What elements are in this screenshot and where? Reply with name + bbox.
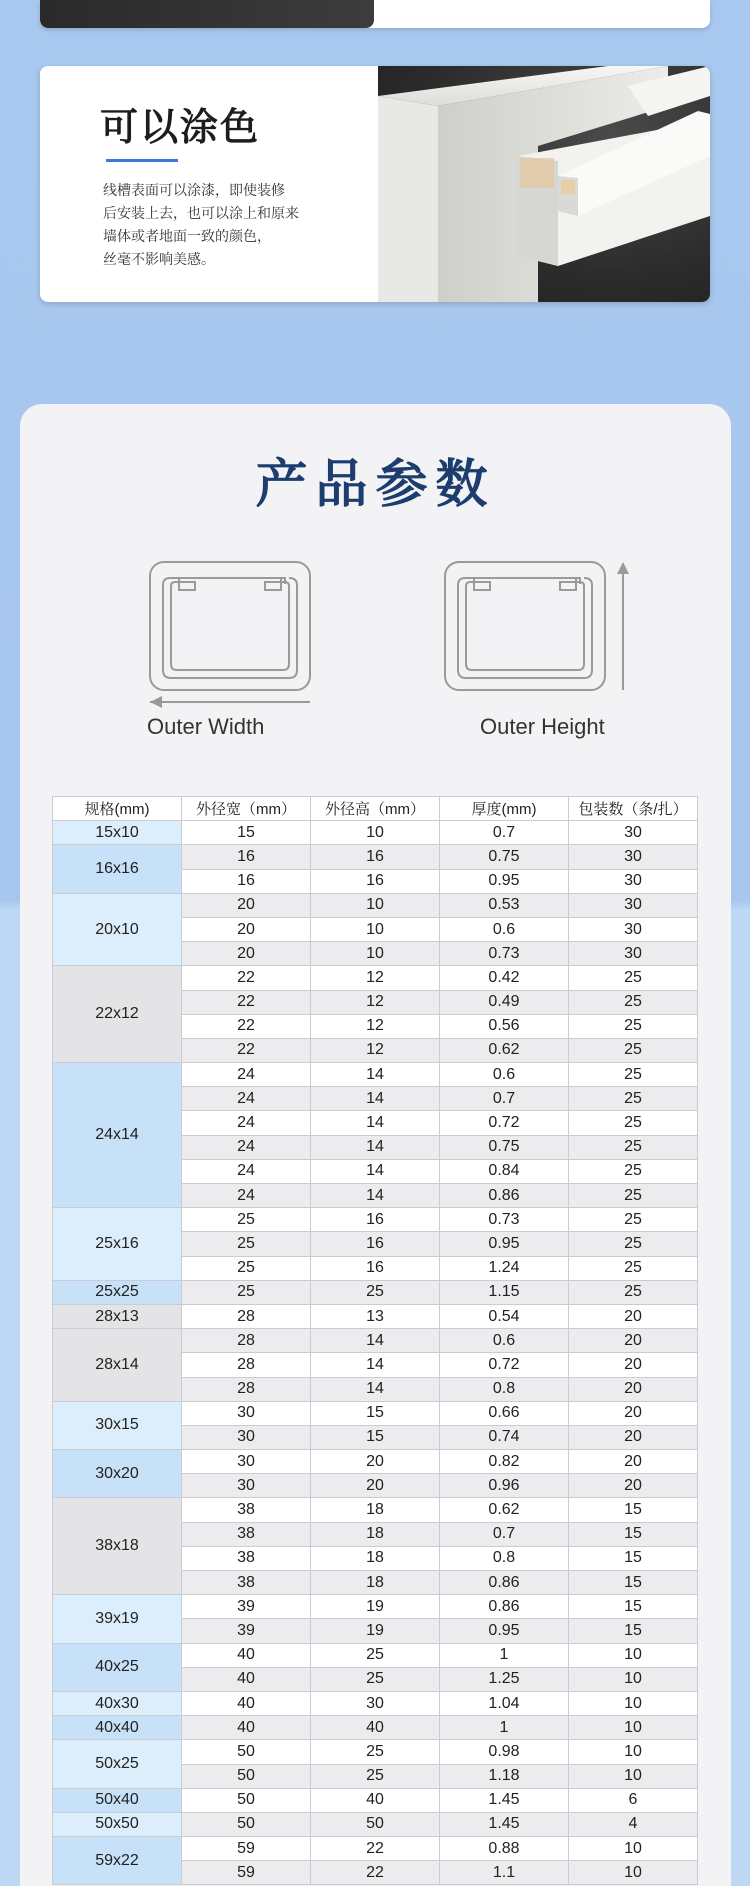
thickness-cell: 0.72	[440, 1111, 569, 1135]
package-count-cell: 6	[569, 1788, 698, 1812]
outer-width-cell: 38	[182, 1498, 311, 1522]
thickness-cell: 0.7	[440, 1087, 569, 1111]
table-row	[53, 821, 698, 845]
outer-width-cell: 24	[182, 1135, 311, 1159]
thickness-cell: 0.42	[440, 966, 569, 990]
outer-width-cell: 16	[182, 845, 311, 869]
package-count-cell: 30	[569, 821, 698, 845]
outer-width-cell: 28	[182, 1377, 311, 1401]
thickness-cell: 0.62	[440, 1498, 569, 1522]
thickness-cell: 0.54	[440, 1304, 569, 1328]
outer-width-cell: 20	[182, 917, 311, 941]
spec-cell: 24x14	[53, 1063, 182, 1208]
outer-height-cell: 12	[311, 990, 440, 1014]
outer-width-cell: 20	[182, 893, 311, 917]
spec-table-body	[53, 821, 698, 1885]
outer-height-cell: 15	[311, 1401, 440, 1425]
thickness-cell: 0.7	[440, 1522, 569, 1546]
outer-height-cell: 30	[311, 1691, 440, 1715]
outer-width-cell: 50	[182, 1812, 311, 1836]
package-count-cell: 20	[569, 1425, 698, 1449]
outer-width-cell: 40	[182, 1667, 311, 1691]
outer-width-cell: 28	[182, 1353, 311, 1377]
feature-description	[103, 180, 343, 272]
thickness-cell: 0.7	[440, 821, 569, 845]
thickness-cell: 0.53	[440, 893, 569, 917]
package-count-cell: 10	[569, 1740, 698, 1764]
thickness-cell: 0.95	[440, 1232, 569, 1256]
package-count-cell: 10	[569, 1716, 698, 1740]
outer-height-cell: 10	[311, 917, 440, 941]
table-row	[53, 1304, 698, 1328]
thickness-cell: 0.74	[440, 1425, 569, 1449]
outer-width-cell: 39	[182, 1595, 311, 1619]
trunking-photo	[378, 66, 710, 302]
package-count-cell: 10	[569, 1691, 698, 1715]
package-count-cell: 20	[569, 1377, 698, 1401]
outer-width-cell: 50	[182, 1764, 311, 1788]
thickness-cell: 0.98	[440, 1740, 569, 1764]
package-count-cell: 20	[569, 1329, 698, 1353]
table-row	[53, 1740, 698, 1764]
outer-height-cell: 10	[311, 821, 440, 845]
outer-height-cell: 18	[311, 1498, 440, 1522]
outer-height-cell: 14	[311, 1135, 440, 1159]
outer-height-cell: 50	[311, 1812, 440, 1836]
feature-card-paintable	[40, 66, 710, 302]
table-row	[53, 1691, 698, 1715]
package-count-cell: 25	[569, 966, 698, 990]
outer-height-cell: 16	[311, 1208, 440, 1232]
outer-height-cell: 14	[311, 1184, 440, 1208]
package-count-cell: 20	[569, 1474, 698, 1498]
outer-height-cell: 18	[311, 1571, 440, 1595]
thickness-cell: 0.66	[440, 1401, 569, 1425]
outer-height-cell: 40	[311, 1788, 440, 1812]
table-header-row	[53, 797, 698, 821]
outer-width-cell: 22	[182, 1038, 311, 1062]
table-row	[53, 1208, 698, 1232]
package-count-cell: 15	[569, 1546, 698, 1570]
table-row	[53, 1788, 698, 1812]
spec-cell: 28x13	[53, 1304, 182, 1328]
thickness-cell: 0.84	[440, 1159, 569, 1183]
table-row	[53, 1812, 698, 1836]
outer-height-cell: 18	[311, 1546, 440, 1570]
package-count-cell: 25	[569, 1159, 698, 1183]
outer-height-diagram	[430, 552, 640, 739]
outer-width-cell: 28	[182, 1304, 311, 1328]
package-count-cell: 20	[569, 1401, 698, 1425]
feature-title: 可以涂色	[100, 105, 261, 149]
thickness-cell: 0.82	[440, 1450, 569, 1474]
outer-height-cell: 22	[311, 1837, 440, 1861]
package-count-cell: 25	[569, 1280, 698, 1304]
outer-width-cell: 25	[182, 1208, 311, 1232]
outer-height-caption: Outer Height	[480, 714, 605, 739]
package-count-cell: 25	[569, 1087, 698, 1111]
thickness-cell: 0.86	[440, 1595, 569, 1619]
feature-description-line: 后安装上去，也可以涂上和原来	[103, 206, 299, 222]
spec-cell: 25x16	[53, 1208, 182, 1281]
previous-feature-card	[40, 0, 710, 28]
package-count-cell: 25	[569, 1063, 698, 1087]
thickness-cell: 1.45	[440, 1788, 569, 1812]
thickness-cell: 0.86	[440, 1571, 569, 1595]
thickness-cell: 0.56	[440, 1014, 569, 1038]
package-count-cell: 25	[569, 1184, 698, 1208]
table-row	[53, 1063, 698, 1087]
outer-width-cell: 24	[182, 1184, 311, 1208]
package-count-cell: 25	[569, 1256, 698, 1280]
outer-height-cell: 12	[311, 966, 440, 990]
package-count-cell: 10	[569, 1764, 698, 1788]
spec-cell: 15x10	[53, 821, 182, 845]
outer-height-cell: 25	[311, 1764, 440, 1788]
previous-feature-photo	[40, 0, 374, 28]
trunking-cross-section-width-icon	[125, 552, 325, 712]
package-count-cell: 20	[569, 1304, 698, 1328]
table-row	[53, 1401, 698, 1425]
package-count-cell: 30	[569, 845, 698, 869]
package-count-cell: 30	[569, 917, 698, 941]
thickness-cell: 1.04	[440, 1691, 569, 1715]
outer-width-cell: 22	[182, 966, 311, 990]
outer-width-cell: 40	[182, 1716, 311, 1740]
outer-height-cell: 14	[311, 1329, 440, 1353]
outer-width-diagram	[125, 552, 325, 739]
outer-height-cell: 40	[311, 1716, 440, 1740]
table-row	[53, 1643, 698, 1667]
spec-cell: 50x40	[53, 1788, 182, 1812]
outer-height-cell: 25	[311, 1643, 440, 1667]
table-row	[53, 1498, 698, 1522]
header-package-count: 包装数（条/扎）	[569, 797, 698, 821]
thickness-cell: 1	[440, 1643, 569, 1667]
package-count-cell: 10	[569, 1861, 698, 1885]
outer-width-cell: 25	[182, 1280, 311, 1304]
outer-height-cell: 25	[311, 1740, 440, 1764]
table-row	[53, 1329, 698, 1353]
trunking-photo-illustration	[378, 66, 710, 302]
outer-height-cell: 16	[311, 1232, 440, 1256]
outer-width-cell: 30	[182, 1425, 311, 1449]
package-count-cell: 20	[569, 1450, 698, 1474]
package-count-cell: 30	[569, 942, 698, 966]
table-row	[53, 893, 698, 917]
thickness-cell: 1	[440, 1716, 569, 1740]
outer-width-cell: 15	[182, 821, 311, 845]
feature-description-line: 丝毫不影响美感。	[103, 252, 215, 268]
outer-width-cell: 25	[182, 1256, 311, 1280]
outer-height-cell: 12	[311, 1014, 440, 1038]
table-row	[53, 1450, 698, 1474]
package-count-cell: 15	[569, 1619, 698, 1643]
outer-width-cell: 22	[182, 990, 311, 1014]
outer-width-cell: 30	[182, 1450, 311, 1474]
outer-height-cell: 14	[311, 1159, 440, 1183]
thickness-cell: 0.6	[440, 917, 569, 941]
table-row	[53, 1280, 698, 1304]
outer-width-cell: 20	[182, 942, 311, 966]
spec-cell: 40x40	[53, 1716, 182, 1740]
outer-height-cell: 13	[311, 1304, 440, 1328]
outer-height-cell: 10	[311, 893, 440, 917]
spec-cell: 28x14	[53, 1329, 182, 1402]
outer-width-cell: 16	[182, 869, 311, 893]
outer-height-cell: 19	[311, 1595, 440, 1619]
header-outer-width: 外径宽（mm）	[182, 797, 311, 821]
spec-cell: 22x12	[53, 966, 182, 1063]
thickness-cell: 0.8	[440, 1377, 569, 1401]
thickness-cell: 1.25	[440, 1667, 569, 1691]
outer-height-cell: 25	[311, 1667, 440, 1691]
feature-description-line: 线槽表面可以涂漆，即使装修	[103, 183, 285, 199]
outer-height-cell: 18	[311, 1522, 440, 1546]
thickness-cell: 0.49	[440, 990, 569, 1014]
outer-height-cell: 12	[311, 1038, 440, 1062]
thickness-cell: 1.15	[440, 1280, 569, 1304]
outer-width-cell: 28	[182, 1329, 311, 1353]
spec-cell: 30x15	[53, 1401, 182, 1449]
thickness-cell: 0.88	[440, 1837, 569, 1861]
thickness-cell: 0.96	[440, 1474, 569, 1498]
spec-cell: 59x22	[53, 1837, 182, 1885]
outer-width-cell: 59	[182, 1861, 311, 1885]
outer-height-cell: 14	[311, 1063, 440, 1087]
table-row	[53, 1716, 698, 1740]
package-count-cell: 25	[569, 990, 698, 1014]
package-count-cell: 15	[569, 1595, 698, 1619]
spec-cell: 38x18	[53, 1498, 182, 1595]
thickness-cell: 1.18	[440, 1764, 569, 1788]
outer-width-cell: 40	[182, 1691, 311, 1715]
outer-height-cell: 20	[311, 1474, 440, 1498]
table-row	[53, 845, 698, 869]
outer-height-cell: 14	[311, 1087, 440, 1111]
thickness-cell: 1.24	[440, 1256, 569, 1280]
package-count-cell: 30	[569, 869, 698, 893]
spec-cell: 16x16	[53, 845, 182, 893]
package-count-cell: 25	[569, 1111, 698, 1135]
package-count-cell: 25	[569, 1014, 698, 1038]
outer-width-cell: 38	[182, 1571, 311, 1595]
outer-width-cell: 38	[182, 1546, 311, 1570]
outer-width-cell: 30	[182, 1474, 311, 1498]
outer-width-cell: 24	[182, 1159, 311, 1183]
spec-cell: 50x25	[53, 1740, 182, 1788]
thickness-cell: 0.86	[440, 1184, 569, 1208]
outer-height-cell: 19	[311, 1619, 440, 1643]
header-spec: 规格(mm)	[53, 797, 182, 821]
package-count-cell: 25	[569, 1208, 698, 1232]
spec-cell: 25x25	[53, 1280, 182, 1304]
outer-width-cell: 22	[182, 1014, 311, 1038]
spec-cell: 30x20	[53, 1450, 182, 1498]
outer-width-cell: 25	[182, 1232, 311, 1256]
thickness-cell: 0.8	[440, 1546, 569, 1570]
thickness-cell: 0.73	[440, 1208, 569, 1232]
outer-width-caption: Outer Width	[147, 714, 265, 739]
outer-width-cell: 50	[182, 1740, 311, 1764]
package-count-cell: 4	[569, 1812, 698, 1836]
outer-height-cell: 10	[311, 942, 440, 966]
feature-title-underline	[106, 159, 178, 162]
outer-width-cell: 50	[182, 1788, 311, 1812]
thickness-cell: 0.6	[440, 1063, 569, 1087]
spec-cell: 39x19	[53, 1595, 182, 1643]
thickness-cell: 0.73	[440, 942, 569, 966]
table-row	[53, 1837, 698, 1861]
outer-height-cell: 22	[311, 1861, 440, 1885]
outer-width-cell: 24	[182, 1111, 311, 1135]
package-count-cell: 25	[569, 1038, 698, 1062]
thickness-cell: 0.75	[440, 845, 569, 869]
package-count-cell: 15	[569, 1522, 698, 1546]
header-thickness: 厚度(mm)	[440, 797, 569, 821]
outer-height-cell: 14	[311, 1353, 440, 1377]
package-count-cell: 10	[569, 1837, 698, 1861]
thickness-cell: 0.95	[440, 1619, 569, 1643]
parameters-title: 产品参数	[255, 455, 496, 515]
outer-width-cell: 39	[182, 1619, 311, 1643]
outer-width-cell: 40	[182, 1643, 311, 1667]
outer-width-cell: 38	[182, 1522, 311, 1546]
package-count-cell: 25	[569, 1232, 698, 1256]
trunking-cross-section-height-icon	[430, 552, 640, 712]
feature-description-line: 墙体或者地面一致的颜色，	[103, 229, 271, 245]
spec-cell: 40x30	[53, 1691, 182, 1715]
header-outer-height: 外径高（mm）	[311, 797, 440, 821]
thickness-cell: 0.62	[440, 1038, 569, 1062]
outer-height-cell: 14	[311, 1111, 440, 1135]
thickness-cell: 1.45	[440, 1812, 569, 1836]
outer-height-cell: 15	[311, 1425, 440, 1449]
package-count-cell: 25	[569, 1135, 698, 1159]
thickness-cell: 0.6	[440, 1329, 569, 1353]
package-count-cell: 15	[569, 1498, 698, 1522]
spec-cell: 40x25	[53, 1643, 182, 1691]
thickness-cell: 0.72	[440, 1353, 569, 1377]
outer-width-cell: 24	[182, 1063, 311, 1087]
package-count-cell: 10	[569, 1667, 698, 1691]
spec-cell: 20x10	[53, 893, 182, 966]
package-count-cell: 15	[569, 1571, 698, 1595]
outer-height-cell: 16	[311, 1256, 440, 1280]
table-row	[53, 1595, 698, 1619]
thickness-cell: 0.95	[440, 869, 569, 893]
outer-width-cell: 59	[182, 1837, 311, 1861]
outer-height-cell: 16	[311, 869, 440, 893]
package-count-cell: 10	[569, 1643, 698, 1667]
outer-height-cell: 16	[311, 845, 440, 869]
thickness-cell: 0.75	[440, 1135, 569, 1159]
outer-width-cell: 30	[182, 1401, 311, 1425]
outer-width-cell: 24	[182, 1087, 311, 1111]
outer-height-cell: 25	[311, 1280, 440, 1304]
package-count-cell: 20	[569, 1353, 698, 1377]
table-row	[53, 966, 698, 990]
thickness-cell: 1.1	[440, 1861, 569, 1885]
outer-height-cell: 14	[311, 1377, 440, 1401]
spec-table	[52, 796, 698, 1885]
package-count-cell: 30	[569, 893, 698, 917]
outer-height-cell: 20	[311, 1450, 440, 1474]
spec-cell: 50x50	[53, 1812, 182, 1836]
